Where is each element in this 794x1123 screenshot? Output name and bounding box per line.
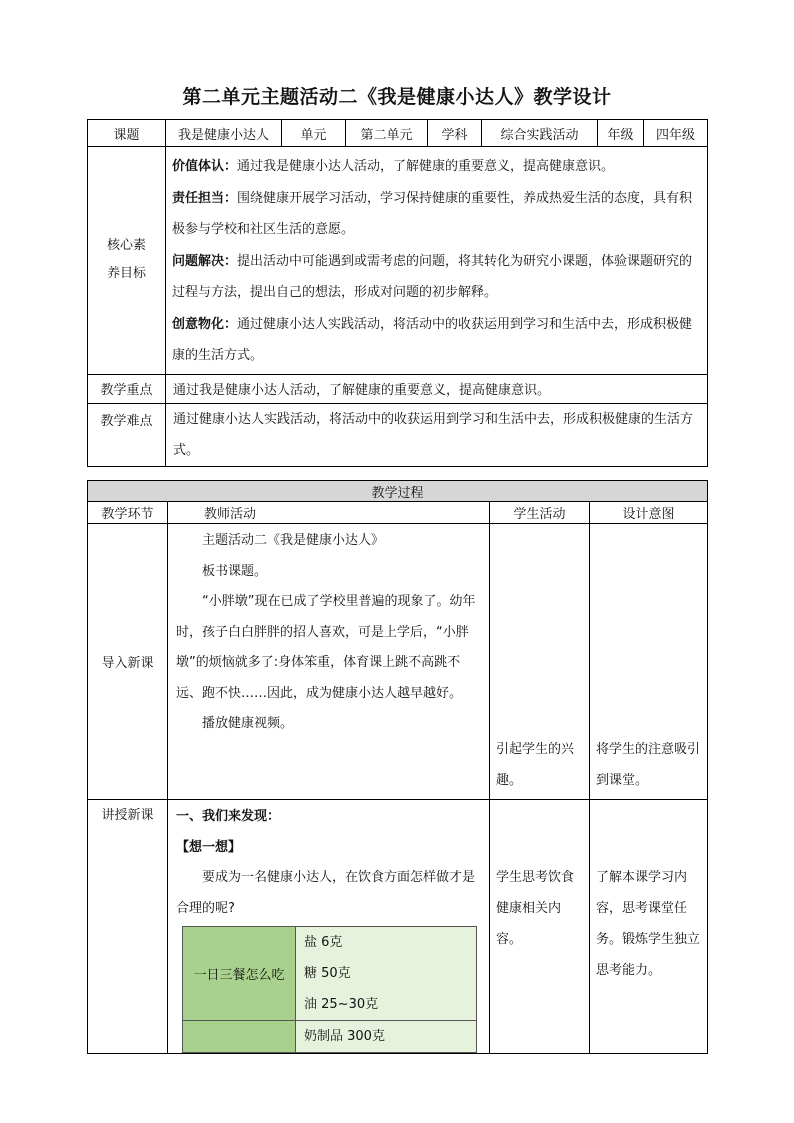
info-table (87, 119, 708, 467)
new-student: 学生思考饮食健康相关内容。 (490, 800, 590, 1054)
grade-value: 四年级 (644, 120, 708, 147)
goal-item: 价值体认：通过我是健康小达人活动，了解健康的重要意义，提高健康意识。 (172, 159, 615, 174)
col-stage: 教学环节 (88, 502, 168, 524)
intro-stage: 导入新课 (88, 524, 168, 800)
key-text: 通过我是健康小达人活动，了解健康的重要意义，提高健康意识。 (166, 374, 708, 403)
core-label: 核心素 养目标 (88, 147, 166, 375)
difficult-text: 通过健康小达人实践活动，将活动中的收获运用到学习和生活中去，形成积极健康的生活方式。 (166, 403, 708, 466)
process-header: 教学过程 (88, 481, 708, 502)
core-goals (166, 147, 708, 375)
new-teacher: 一、我们来发现： 【想一想】 要成为一名健康小达人，在饮食方面怎样做才是合理的呢? 一日三餐怎么吃 盐 6克 糖 50克 油 25~30克 奶制品 300克 (168, 800, 490, 1054)
goal-item: 问题解决：提出活动中可能遇到或需考虑的问题，将其转化为研究小课题，体验课题研究的过程与方法，提出自己的想法，形成对问题的初步解释。 (172, 253, 693, 300)
meal-table (182, 926, 477, 1053)
subject-label: 课题 (88, 120, 166, 147)
meal-label: 一日三餐怎么吃 (183, 927, 296, 1021)
goal-item: 责任担当：围绕健康开展学习活动，学习保持健康的重要性，养成热爱生活的态度，具有积极参与学校和社区生活的意愿。 (172, 190, 693, 237)
col-intent: 设计意图 (590, 502, 708, 524)
meal-list: 盐 6克 糖 50克 油 25~30克 (296, 927, 477, 1021)
goal-item: 创意物化：通过健康小达人实践活动，将活动中的收获运用到学习和生活中去，形成积极健康的生活方式。 (172, 316, 693, 363)
discipline-value: 综合实践活动 (482, 120, 598, 147)
discipline-label: 学科 (428, 120, 482, 147)
process-table (87, 480, 708, 1054)
key-label: 教学重点 (88, 374, 166, 403)
new-intent: 了解本课学习内容，思考课堂任务。锻炼学生独立思考能力。 (590, 800, 708, 1054)
unit-value: 第二单元 (346, 120, 428, 147)
difficult-label: 教学难点 (88, 403, 166, 466)
col-teacher: 教师活动 (168, 502, 490, 524)
new-stage: 讲授新课 (88, 800, 168, 1054)
page-title: 第二单元主题活动二《我是健康小达人》教学设计 (182, 86, 612, 108)
intro-teacher: 主题活动二《我是健康小达人》 板书课题。 “小胖墩”现在已成了学校里普遍的现象了。幼年时，孩子白白胖胖的招人喜欢，可是上学后，“小胖墩”的烦恼就多了:身体笨重，体育课上跳不高跳不远、跑不快……因此，成为健康小达人越早越好。 播放健康视频。 (168, 524, 490, 800)
intro-student: 引起学生的兴趣。 (490, 524, 590, 800)
grade-label: 年级 (598, 120, 644, 147)
col-student: 学生活动 (490, 502, 590, 524)
dairy-item: 奶制品 300克 (296, 1021, 477, 1053)
unit-label: 单元 (282, 120, 346, 147)
subject-value: 我是健康小达人 (166, 120, 282, 147)
intro-intent: 将学生的注意吸引到课堂。 (590, 524, 708, 800)
